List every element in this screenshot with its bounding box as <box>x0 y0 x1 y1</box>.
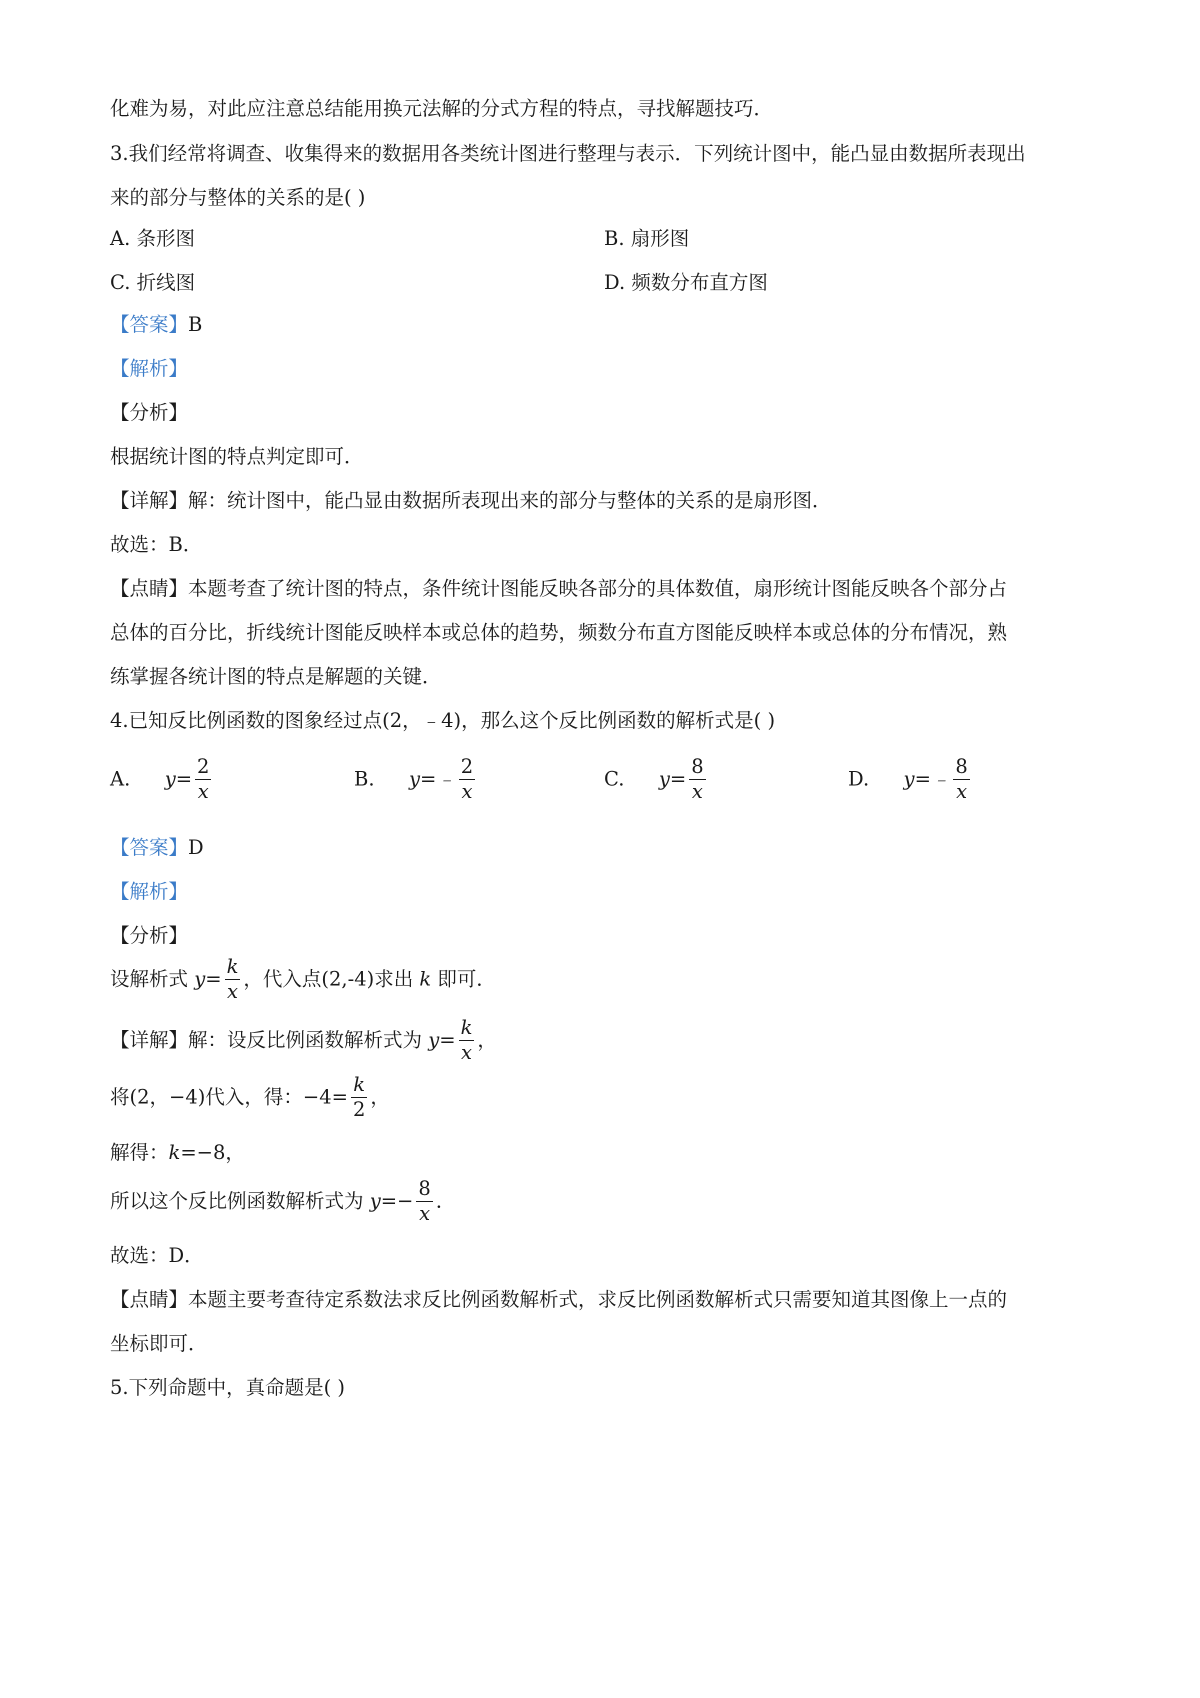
xiangjie-4 <box>110 1018 497 1064</box>
text-line: 化难为易，对此应注意总结能用换元法解的分式方程的特点，寻找解题技巧． <box>110 97 774 120</box>
denominator: x <box>956 780 968 804</box>
numerator: 8 <box>953 757 969 780</box>
fraction <box>416 1179 432 1225</box>
denominator: x <box>419 1202 431 1226</box>
denominator: 2 <box>352 1098 366 1122</box>
variable-k: k <box>168 1141 181 1164</box>
answer-3 <box>110 315 202 335</box>
numerator: 8 <box>689 757 705 780</box>
answer-tag: 【答案】 <box>110 313 189 336</box>
fenxi-text-3: 根据统计图的特点判定即可． <box>110 445 364 468</box>
answer-4 <box>110 838 204 858</box>
denominator: x <box>226 980 238 1004</box>
analysis-tag-3: 【解析】 <box>110 357 189 380</box>
fraction <box>689 757 705 803</box>
text: ． <box>435 1189 456 1213</box>
option-label: B. <box>354 767 375 791</box>
denominator: x <box>691 780 703 804</box>
option-lhs: y=﹣ <box>408 767 456 791</box>
fraction <box>459 757 475 803</box>
guxuan-4: 故选：D． <box>110 1244 204 1267</box>
fraction <box>459 1018 475 1064</box>
fenxi-tag-3: 【分析】 <box>110 401 189 424</box>
numerator: 2 <box>459 757 475 780</box>
text: 将(2，−4)代入，得：−4= <box>110 1085 348 1109</box>
numerator: k <box>351 1075 367 1098</box>
equation-lhs: y= <box>428 1028 456 1052</box>
xiangjie-3: 【详解】解：统计图中，能凸显由数据所表现出来的部分与整体的关系的是扇形图． <box>110 489 832 512</box>
text: 即可． <box>431 967 496 991</box>
q3-option-a: A. 条形图 <box>110 227 195 250</box>
fraction <box>953 757 969 803</box>
text: ， <box>370 1085 390 1109</box>
question-4-stem: 4.已知反比例函数的图象经过点(2，﹣4)，那么这个反比例函数的解析式是( ) <box>110 709 776 732</box>
substitution-4 <box>110 1075 390 1121</box>
numerator: 2 <box>195 757 211 780</box>
q3-option-c: C. 折线图 <box>110 271 196 294</box>
dianjing-3-line1: 【点睛】本题考查了统计图的特点，条件统计图能反映各部分的具体数值，扇形统计图能反映各个部分占 <box>110 577 1008 600</box>
fraction <box>351 1075 367 1121</box>
analysis-tag-4: 【解析】 <box>110 880 189 903</box>
fenxi-text-4 <box>110 957 496 1003</box>
solve-4 <box>110 1143 245 1163</box>
equation-lhs: y= <box>194 967 222 991</box>
question-3-stem-line2: 来的部分与整体的关系的是( ) <box>110 186 366 209</box>
q3-option-d: D. 频数分布直方图 <box>604 271 768 294</box>
dianjing-3-line2: 总体的百分比，折线统计图能反映样本或总体的趋势，频数分布直方图能反映样本或总体的分布情况，熟 <box>110 621 1008 644</box>
answer-value: B <box>188 313 203 336</box>
fraction <box>225 957 241 1003</box>
option-lhs: y= <box>658 767 687 791</box>
dianjing-4-line1: 【点睛】本题主要考查待定系数法求反比例函数解析式，求反比例函数解析式只需要知道其图像上一点的 <box>110 1288 1008 1311</box>
text: 设解析式 <box>110 967 195 991</box>
denominator: x <box>197 780 209 804</box>
equation-lhs: y=− <box>369 1189 414 1213</box>
variable-k: k <box>419 967 432 991</box>
text: 【详解】解：设反比例函数解析式为 <box>110 1028 429 1052</box>
guxuan-3: 故选：B． <box>110 533 203 556</box>
q3-option-b: B. 扇形图 <box>604 227 690 250</box>
option-label: D. <box>848 767 870 791</box>
answer-value: D <box>188 836 204 859</box>
q4-option-b <box>354 757 478 803</box>
q4-option-d <box>848 757 973 803</box>
question-3-stem-line1: 3.我们经常将调查、收集得来的数据用各类统计图进行整理与表示．下列统计图中，能凸显由数据所表现出 <box>110 142 1026 165</box>
text: ， <box>477 1028 497 1052</box>
q4-option-c <box>604 757 709 803</box>
fenxi-tag-4: 【分析】 <box>110 924 189 947</box>
question-5-stem: 5.下列命题中，真命题是( ) <box>110 1376 346 1399</box>
text: 解得： <box>110 1141 169 1164</box>
numerator: 8 <box>416 1179 432 1202</box>
numerator: k <box>459 1018 475 1041</box>
option-lhs: y=﹣ <box>903 767 951 791</box>
text: ，代入点(2,-4)求出 <box>243 967 420 991</box>
option-lhs: y= <box>164 767 193 791</box>
denominator: x <box>460 1041 472 1065</box>
denominator: x <box>461 780 473 804</box>
text: =−8， <box>180 1141 245 1164</box>
q4-option-a <box>110 757 214 803</box>
option-label: C. <box>604 767 625 791</box>
numerator: k <box>225 957 241 980</box>
result-4 <box>110 1179 455 1225</box>
dianjing-4-line2: 坐标即可． <box>110 1332 208 1355</box>
fraction <box>195 757 211 803</box>
option-label: A. <box>110 767 131 791</box>
text: 所以这个反比例函数解析式为 <box>110 1189 370 1213</box>
dianjing-3-line3: 练掌握各统计图的特点是解题的关键． <box>110 665 442 688</box>
answer-tag: 【答案】 <box>110 836 189 859</box>
